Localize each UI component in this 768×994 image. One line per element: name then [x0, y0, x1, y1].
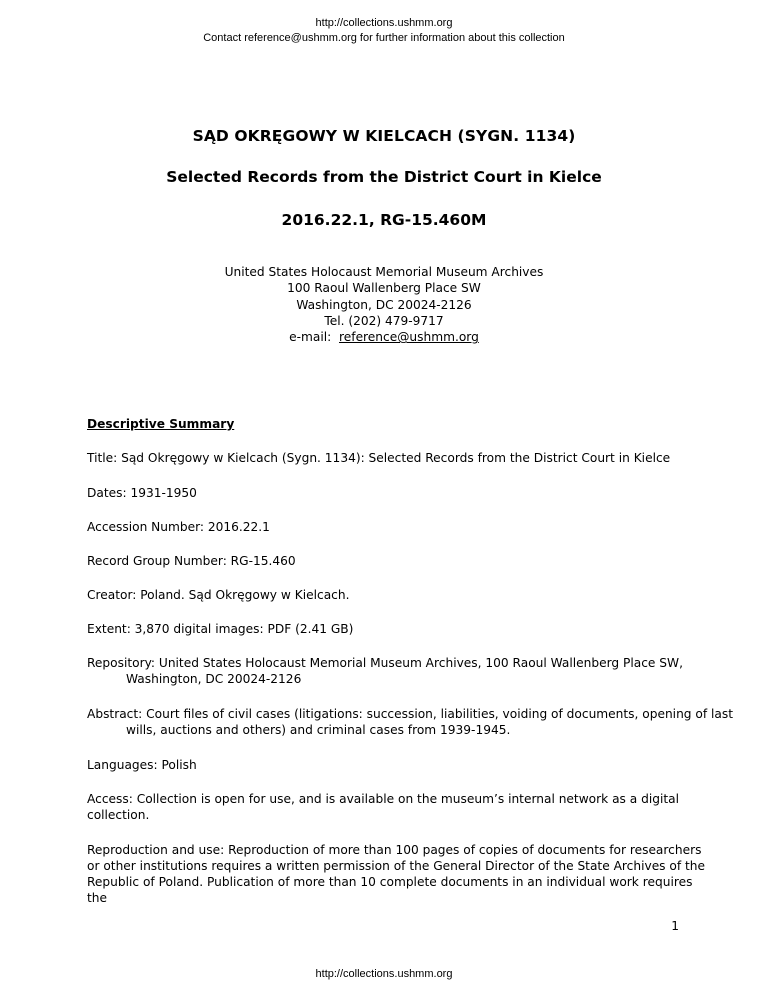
collection-identifiers: 2016.22.1, RG-15.460M: [281, 211, 487, 229]
summary-access: Access: Collection is open for use, and is available on the museum’s internal network as a digital collection.: [87, 792, 679, 822]
header-url: http://collections.ushmm.org: [315, 17, 453, 29]
page-number: 1: [671, 919, 679, 933]
summary-repository: Repository: United States Holocaust Memorial Museum Archives, 100 Raoul Wallenberg Place SW, Washington, DC 20024-2126: [87, 656, 683, 686]
summary-extent: Extent: 3,870 digital images: PDF (2.41 GB): [87, 622, 354, 636]
address-email-line: [0, 329, 768, 345]
address-city: Washington, DC 20024-2126: [296, 297, 472, 312]
summary-creator: Creator: Poland. Sąd Okręgowy w Kielcach.: [87, 588, 350, 602]
address-street: 100 Raoul Wallenberg Place SW: [287, 281, 481, 296]
summary-abstract: Abstract: Court files of civil cases (litigations: succession, liabilities, voiding of documents, opening of last wills, auctions and others) and criminal cases from 1939-1945.: [87, 707, 734, 737]
footer-url: http://collections.ushmm.org: [315, 968, 453, 980]
address-org: United States Holocaust Memorial Museum Archives: [224, 265, 544, 279]
header-contact: Contact reference@ushmm.org for further information about this collection: [203, 32, 565, 44]
collection-title-english: Selected Records from the District Court in Kielce: [166, 168, 602, 186]
summary-record-group: Record Group Number: RG-15.460: [87, 554, 296, 568]
collection-title-polish: SĄD OKRĘGOWY W KIELCACH (SYGN. 1134): [192, 127, 576, 145]
summary-dates: Dates: 1931-1950: [87, 486, 197, 500]
email-label: e-mail:: [289, 330, 340, 345]
summary-reproduction: Reproduction and use: Reproduction of more than 100 pages of copies of documents for researchers or other institutions requires a written permission of the General Director of the State Archives of the Republic of Poland. Publication of more than 10 complete documents in an individual work requires the: [87, 843, 706, 905]
address-block: [0, 264, 768, 345]
section-heading: Descriptive Summary: [87, 417, 235, 431]
summary-title: Title: Sąd Okręgowy w Kielcach (Sygn. 1134): Selected Records from the District Court in Kielce: [87, 451, 671, 465]
email-link[interactable]: reference@ushmm.org: [339, 330, 479, 345]
address-tel: Tel. (202) 479-9717: [324, 313, 444, 328]
summary-accession: Accession Number: 2016.22.1: [87, 520, 270, 534]
summary-languages: Languages: Polish: [87, 758, 197, 772]
